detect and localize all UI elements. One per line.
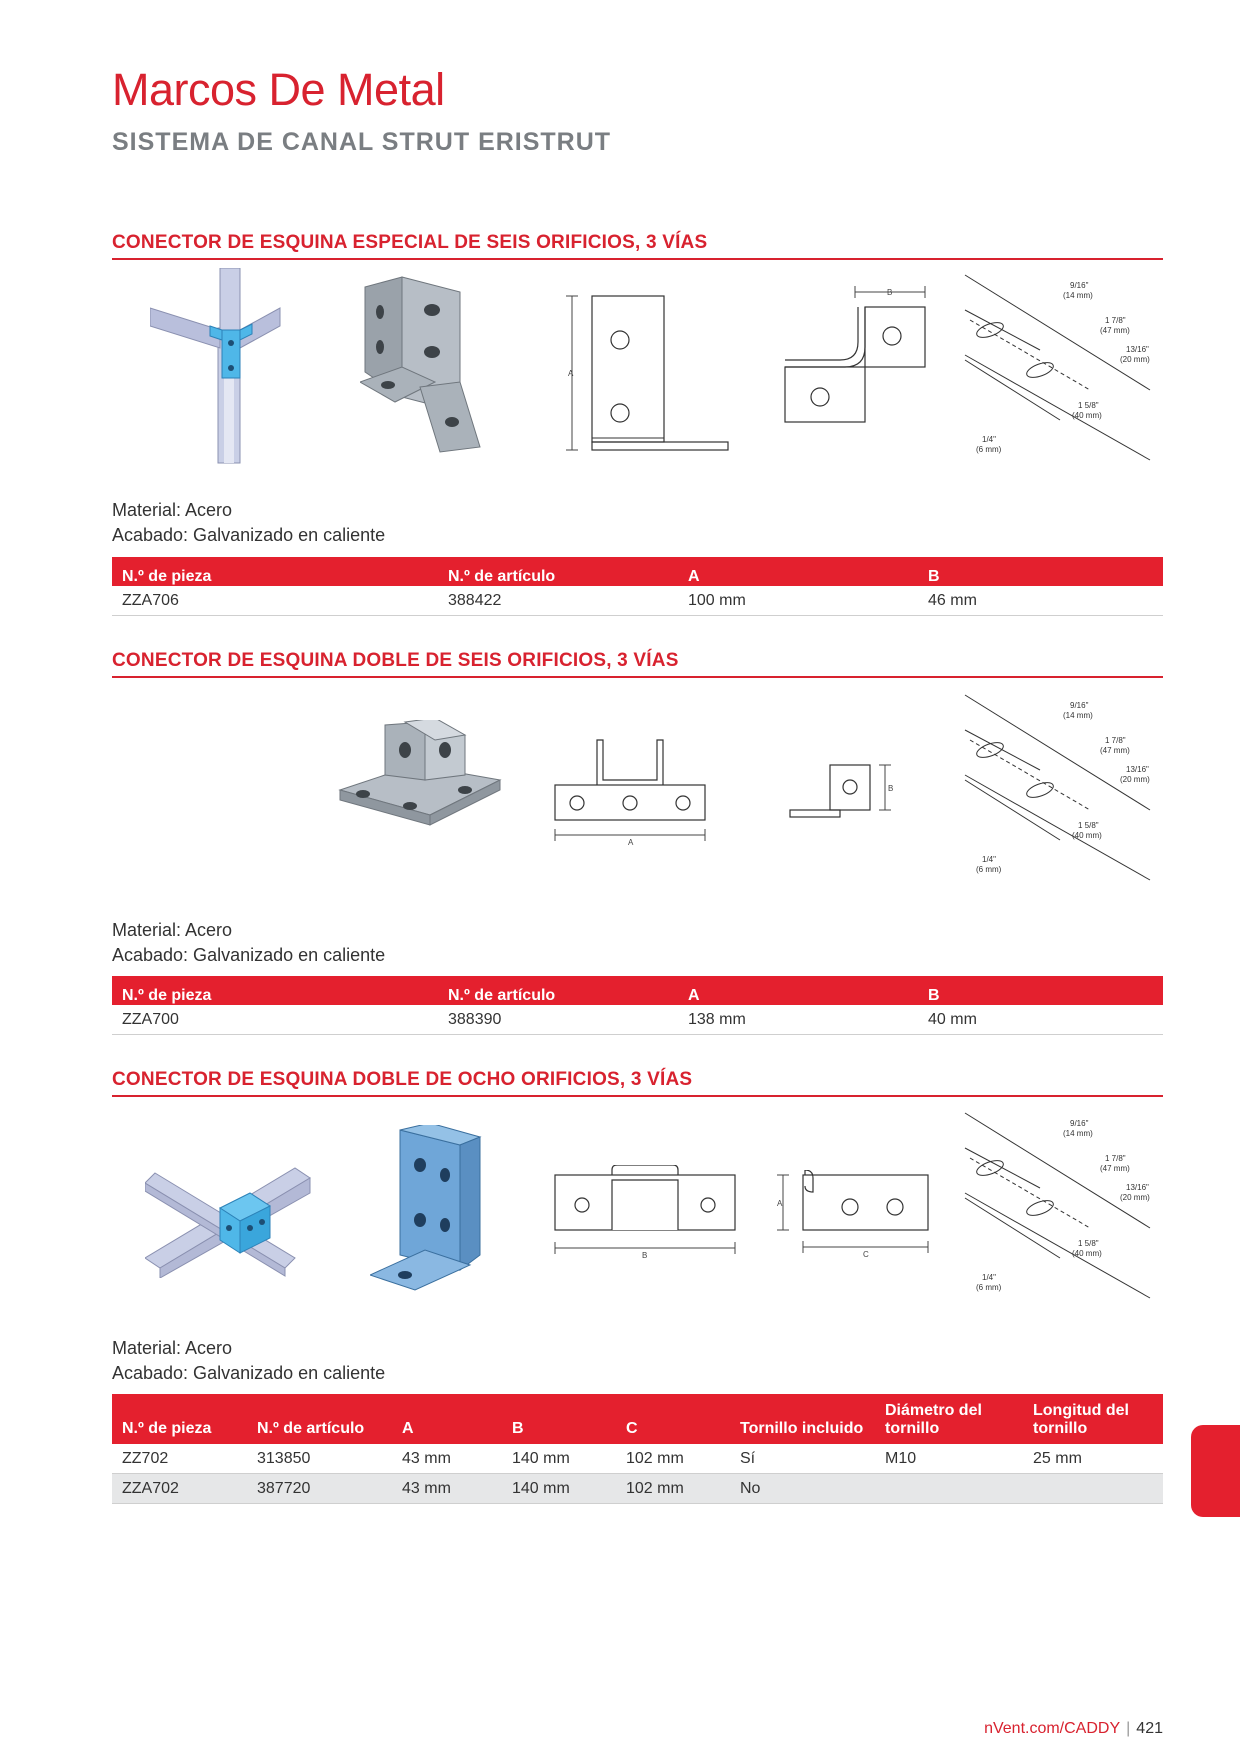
product-render-channel-assembly	[150, 268, 310, 468]
dimension-label-b: B	[887, 288, 893, 297]
section-title: CONECTOR DE ESQUINA DOBLE DE SEIS ORIFICIOS, 3 VÍAS	[112, 650, 1163, 678]
hole-detail-drawing	[960, 270, 1160, 470]
cell: 100 mm	[678, 586, 918, 616]
page-footer	[984, 1720, 1163, 1738]
cell: 102 mm	[616, 1474, 730, 1504]
cell: No	[730, 1474, 875, 1504]
cell: Sí	[730, 1444, 875, 1474]
hole-dim-3: 13/16"	[1126, 345, 1149, 354]
cell	[1023, 1474, 1163, 1504]
hole-dim-4-mm: (40 mm)	[1072, 831, 1102, 840]
hole-dim-5-mm: (6 mm)	[976, 865, 1002, 874]
col-header: N.º de artículo	[247, 1394, 392, 1444]
page-subtitle: SISTEMA DE CANAL STRUT ERISTRUT	[112, 128, 612, 156]
cell: M10	[875, 1444, 1023, 1474]
product-render-bracket	[360, 272, 520, 472]
hole-dim-1: 9/16"	[1070, 701, 1089, 710]
dimension-label-a: A	[628, 838, 634, 847]
dimension-label-a: A	[777, 1199, 783, 1208]
spec-table	[112, 557, 1163, 616]
col-header: B	[918, 976, 1163, 1005]
cell: ZZ702	[112, 1444, 247, 1474]
drawing-front-view	[550, 735, 710, 850]
hole-dim-4-mm: (40 mm)	[1072, 411, 1102, 420]
section-title: CONECTOR DE ESQUINA ESPECIAL DE SEIS ORIFICIOS, 3 VÍAS	[112, 232, 1163, 260]
dimension-label-b: B	[642, 1251, 648, 1260]
hole-dim-4: 1 5/8"	[1078, 401, 1099, 410]
col-header: N.º de pieza	[112, 557, 438, 586]
footer-separator: |	[1126, 1720, 1131, 1737]
hole-dim-5-mm: (6 mm)	[976, 445, 1002, 454]
hole-dim-5: 1/4"	[982, 855, 996, 864]
hole-dim-1: 9/16"	[1070, 281, 1089, 290]
spec-table	[112, 976, 1163, 1035]
material-info	[112, 918, 385, 968]
cell: 313850	[247, 1444, 392, 1474]
hole-dim-1: 9/16"	[1070, 1119, 1089, 1128]
drawing-side-view	[785, 760, 905, 830]
cell: ZZA700	[112, 1005, 438, 1035]
footer-url-link[interactable]: nVent.com/CADDY	[984, 1720, 1121, 1737]
drawing-side-view	[780, 282, 930, 452]
cell: 102 mm	[616, 1444, 730, 1474]
hole-detail-drawing	[960, 690, 1160, 890]
hole-dim-4: 1 5/8"	[1078, 1239, 1099, 1248]
table-row	[112, 586, 1163, 616]
table-row	[112, 1474, 1163, 1504]
cell: 388390	[438, 1005, 678, 1035]
hole-dim-2-mm: (47 mm)	[1100, 1164, 1130, 1173]
cell: 138 mm	[678, 1005, 918, 1035]
col-header: N.º de artículo	[438, 557, 678, 586]
hole-dim-3-mm: (20 mm)	[1120, 1193, 1150, 1202]
hole-dim-5-mm: (6 mm)	[976, 1283, 1002, 1292]
cell: 388422	[438, 586, 678, 616]
col-header: Diámetro del tornillo	[875, 1394, 1023, 1444]
cell: ZZA706	[112, 586, 438, 616]
hole-dim-1-mm: (14 mm)	[1063, 1129, 1093, 1138]
cell: 25 mm	[1023, 1444, 1163, 1474]
product-render-u-bracket	[335, 720, 510, 860]
hole-detail-drawing	[960, 1108, 1160, 1308]
cell	[875, 1474, 1023, 1504]
table-row	[112, 1005, 1163, 1035]
hole-dim-2: 1 7/8"	[1105, 316, 1126, 325]
hole-dim-2-mm: (47 mm)	[1100, 326, 1130, 335]
cell: 387720	[247, 1474, 392, 1504]
col-header: Longitud del tornillo	[1023, 1394, 1163, 1444]
col-header: B	[918, 557, 1163, 586]
drawing-front-view	[550, 1165, 740, 1265]
table-row	[112, 1444, 1163, 1474]
finish-text: Acabado: Galvanizado en caliente	[112, 525, 386, 545]
section-title: CONECTOR DE ESQUINA DOBLE DE OCHO ORIFICIOS, 3 VÍAS	[112, 1069, 1163, 1097]
cell: 43 mm	[392, 1474, 502, 1504]
spec-table	[112, 1394, 1163, 1504]
material-info	[112, 498, 385, 548]
drawing-front-view	[560, 288, 735, 458]
col-header: A	[678, 976, 918, 1005]
cell: 43 mm	[392, 1444, 502, 1474]
cell: 46 mm	[918, 586, 1163, 616]
finish-text: Acabado: Galvanizado en caliente	[112, 1363, 386, 1383]
col-header: A	[392, 1394, 502, 1444]
hole-dim-3-mm: (20 mm)	[1120, 355, 1150, 364]
material-text: Material: Acero	[112, 920, 233, 940]
col-header: B	[502, 1394, 616, 1444]
page-title: Marcos De Metal	[112, 64, 445, 115]
hole-dim-3: 13/16"	[1126, 765, 1149, 774]
col-header: N.º de pieza	[112, 1394, 247, 1444]
product-render-cross-assembly	[145, 1148, 325, 1278]
col-header: C	[616, 1394, 730, 1444]
hole-dim-1-mm: (14 mm)	[1063, 711, 1093, 720]
material-info	[112, 1336, 385, 1386]
product-render-tall-u-bracket	[370, 1125, 510, 1295]
drawing-side-view	[775, 1170, 935, 1265]
col-header: Tornillo incluido	[730, 1394, 875, 1444]
cell: 140 mm	[502, 1444, 616, 1474]
hole-dim-4: 1 5/8"	[1078, 821, 1099, 830]
table-header-row	[112, 557, 1163, 586]
dimension-label-c: C	[863, 1250, 869, 1259]
hole-dim-2-mm: (47 mm)	[1100, 746, 1130, 755]
table-header-row	[112, 1394, 1163, 1444]
section-side-tab	[1191, 1425, 1240, 1517]
hole-dim-3-mm: (20 mm)	[1120, 775, 1150, 784]
hole-dim-3: 13/16"	[1126, 1183, 1149, 1192]
dimension-label-b: B	[888, 784, 894, 793]
hole-dim-2: 1 7/8"	[1105, 736, 1126, 745]
col-header: N.º de artículo	[438, 976, 678, 1005]
col-header: A	[678, 557, 918, 586]
material-text: Material: Acero	[112, 1338, 233, 1358]
finish-text: Acabado: Galvanizado en caliente	[112, 945, 386, 965]
cell: 40 mm	[918, 1005, 1163, 1035]
material-text: Material: Acero	[112, 500, 233, 520]
cell: 140 mm	[502, 1474, 616, 1504]
page-number: 421	[1136, 1720, 1163, 1737]
dimension-label-a: A	[568, 369, 574, 378]
hole-dim-5: 1/4"	[982, 435, 996, 444]
hole-dim-5: 1/4"	[982, 1273, 996, 1282]
hole-dim-4-mm: (40 mm)	[1072, 1249, 1102, 1258]
cell: ZZA702	[112, 1474, 247, 1504]
hole-dim-2: 1 7/8"	[1105, 1154, 1126, 1163]
table-header-row	[112, 976, 1163, 1005]
col-header: N.º de pieza	[112, 976, 438, 1005]
hole-dim-1-mm: (14 mm)	[1063, 291, 1093, 300]
